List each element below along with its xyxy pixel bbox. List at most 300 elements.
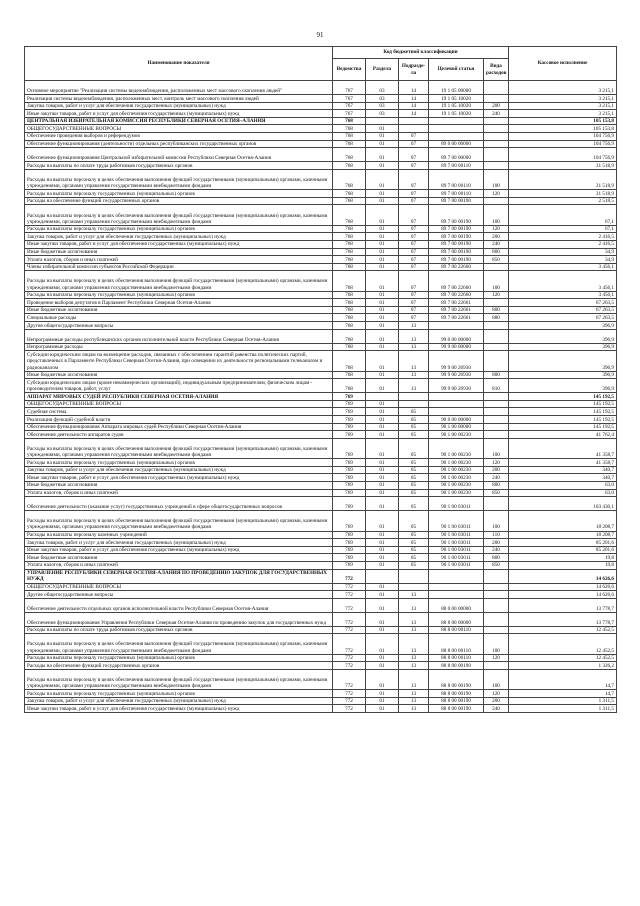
row-expense — [484, 117, 509, 125]
header-name: Наименование показателя — [25, 47, 333, 81]
row-section: 01 — [366, 554, 399, 562]
row-subsection: 05 — [399, 416, 429, 424]
row-amount: 67 263,5 — [509, 306, 617, 314]
table-row — [25, 697, 617, 705]
row-amount: 14,7 — [509, 669, 617, 689]
row-expense: 800 — [484, 554, 509, 562]
row-expense — [484, 132, 509, 140]
header-amount: Кассовое исполнение — [509, 47, 617, 81]
row-subsection: 14 — [399, 110, 429, 118]
row-dept: 769 — [333, 416, 366, 424]
row-target — [429, 393, 484, 401]
row-subsection: 05 — [399, 539, 429, 547]
row-dept: 768 — [333, 240, 366, 248]
row-target: 89 7 00 00000 — [429, 148, 484, 162]
row-subsection: 07 — [399, 263, 429, 271]
row-amount: 12 452,5 — [509, 626, 617, 634]
row-dept: 769 — [333, 459, 366, 467]
table-row — [25, 379, 617, 393]
row-target: 88 0 00 00000 — [429, 598, 484, 612]
row-subsection: 05 — [399, 554, 429, 562]
row-target: 99 9 00 26930 — [429, 351, 484, 371]
row-amount: 41 358,7 — [509, 438, 617, 458]
row-target: 90 1 00 00230 — [429, 474, 484, 482]
row-expense — [484, 393, 509, 401]
row-expense — [484, 148, 509, 162]
row-target — [429, 132, 484, 140]
table-row — [25, 110, 617, 118]
table-row — [25, 554, 617, 562]
row-dept: 769 — [333, 511, 366, 531]
row-section: 01 — [366, 489, 399, 497]
row-expense: 120 — [484, 291, 509, 299]
row-dept: 768 — [333, 291, 366, 299]
row-expense: 850 — [484, 561, 509, 569]
row-name: Расходы на обеспечение функций государственных органов — [25, 197, 333, 205]
row-subsection: 14 — [399, 102, 429, 110]
row-dept: 768 — [333, 299, 366, 307]
row-amount: 34,9 — [509, 256, 617, 264]
row-name: Расходы на выплаты по оплате труда работников государственных органов — [25, 626, 333, 634]
row-target: 90 1 00 03011 — [429, 497, 484, 511]
row-dept: 768 — [333, 169, 366, 189]
row-dept: 768 — [333, 256, 366, 264]
row-subsection: 05 — [399, 497, 429, 511]
row-name: Иные бюджетные ассигнования — [25, 371, 333, 379]
row-subsection: 07 — [399, 205, 429, 225]
row-section: 03 — [366, 81, 399, 95]
row-target: 90 0 00 00000 — [429, 416, 484, 424]
table-row — [25, 95, 617, 103]
table-row — [25, 459, 617, 467]
row-name: Уплата налогов, сборов и иных платежей — [25, 561, 333, 569]
row-name: Иные бюджетные ассигнования — [25, 481, 333, 489]
row-amount: 1 311,5 — [509, 697, 617, 705]
row-expense: 120 — [484, 690, 509, 698]
row-expense: 800 — [484, 306, 509, 314]
header-expense: Вида расходов — [484, 59, 509, 81]
row-dept: 772 — [333, 583, 366, 591]
row-dept: 769 — [333, 561, 366, 569]
table-row — [25, 371, 617, 379]
row-section: 01 — [366, 705, 399, 713]
row-dept: 767 — [333, 110, 366, 118]
header-code-group: Код бюджетной классификации — [333, 47, 509, 59]
row-section: 01 — [366, 626, 399, 634]
row-subsection: 05 — [399, 511, 429, 531]
table-row — [25, 140, 617, 148]
row-dept: 767 — [333, 95, 366, 103]
row-dept: 772 — [333, 654, 366, 662]
row-subsection — [399, 393, 429, 401]
row-section: 01 — [366, 416, 399, 424]
row-subsection: 07 — [399, 299, 429, 307]
row-name: Иные закупки товаров, работ и услуг для обеспечения государственных (муниципальных) нужд — [25, 474, 333, 482]
row-dept: 772 — [333, 690, 366, 698]
row-expense: 240 — [484, 474, 509, 482]
row-expense — [484, 343, 509, 351]
row-name: Расходы на выплаты персоналу в целях обеспечения выполнения функций государственными (муниципальными) органами, казенными учреждениями, органами управления государственными внебюджетными фондами — [25, 634, 333, 654]
row-target: 89 7 00 00110 — [429, 169, 484, 189]
table-row — [25, 669, 617, 689]
row-target: 89 7 00 00190 — [429, 240, 484, 248]
row-amount: 34,9 — [509, 248, 617, 256]
row-subsection: 05 — [399, 408, 429, 416]
table-row — [25, 233, 617, 241]
row-target: 89 7 00 22660 — [429, 271, 484, 291]
table-header — [25, 47, 617, 81]
row-amount: 18 208,7 — [509, 531, 617, 539]
row-dept: 768 — [333, 351, 366, 371]
row-target: 90 1 00 03011 — [429, 511, 484, 531]
row-expense: 200 — [484, 466, 509, 474]
table-row — [25, 299, 617, 307]
row-section: 01 — [366, 125, 399, 133]
row-expense: 240 — [484, 705, 509, 713]
row-name: Другие общегосударственные вопросы — [25, 322, 333, 330]
row-section: 01 — [366, 140, 399, 148]
row-target: 90 1 00 00230 — [429, 466, 484, 474]
row-section: 01 — [366, 423, 399, 431]
row-target: 90 1 00 00000 — [429, 423, 484, 431]
row-target: 89 7 00 00190 — [429, 197, 484, 205]
row-section: 01 — [366, 690, 399, 698]
table-row — [25, 431, 617, 439]
row-amount: 14 626,6 — [509, 583, 617, 591]
row-name: Члены избирательной комиссии субъектов Российской Федерации — [25, 263, 333, 271]
row-subsection: 14 — [399, 95, 429, 103]
row-dept: 769 — [333, 466, 366, 474]
row-dept: 768 — [333, 225, 366, 233]
table-row — [25, 306, 617, 314]
row-subsection — [399, 125, 429, 133]
row-subsection: 05 — [399, 474, 429, 482]
row-expense — [484, 583, 509, 591]
table-row — [25, 256, 617, 264]
row-dept: 772 — [333, 697, 366, 705]
row-target: 19 1 05 10020 — [429, 110, 484, 118]
row-name: Уплата налогов, сборов и иных платежей — [25, 256, 333, 264]
table-row — [25, 132, 617, 140]
row-target: 90 1 00 03011 — [429, 539, 484, 547]
row-subsection: 07 — [399, 132, 429, 140]
row-expense: 100 — [484, 169, 509, 189]
row-expense: 200 — [484, 539, 509, 547]
row-section: 01 — [366, 322, 399, 330]
table-row — [25, 291, 617, 299]
row-amount: 41 358,7 — [509, 459, 617, 467]
row-target — [429, 408, 484, 416]
row-amount: 19,8 — [509, 561, 617, 569]
row-expense — [484, 162, 509, 170]
row-dept: 772 — [333, 669, 366, 689]
row-dept: 769 — [333, 393, 366, 401]
table-row — [25, 197, 617, 205]
row-dept: 768 — [333, 306, 366, 314]
row-expense: 200 — [484, 102, 509, 110]
row-target: 89 7 00 22660 — [429, 291, 484, 299]
row-name: Иные закупки товаров, работ и услуг для обеспечения государственных (муниципальных) нужд — [25, 546, 333, 554]
table-row — [25, 271, 617, 291]
row-amount: 105 153,8 — [509, 125, 617, 133]
row-expense — [484, 140, 509, 148]
row-target: 88 8 00 00190 — [429, 705, 484, 713]
row-section — [366, 569, 399, 583]
row-section: 01 — [366, 371, 399, 379]
row-dept: 768 — [333, 132, 366, 140]
row-subsection: 05 — [399, 489, 429, 497]
row-section: 01 — [366, 233, 399, 241]
row-target: 90 1 00 00230 — [429, 431, 484, 439]
row-expense: 120 — [484, 654, 509, 662]
row-subsection: 13 — [399, 591, 429, 599]
table-row — [25, 583, 617, 591]
row-amount: 145 192,5 — [509, 416, 617, 424]
row-amount: 31 518,9 — [509, 162, 617, 170]
row-section: 01 — [366, 162, 399, 170]
row-target: 19 1 05 10020 — [429, 102, 484, 110]
row-amount: 19,8 — [509, 554, 617, 562]
row-target: 89 7 00 00190 — [429, 256, 484, 264]
row-section: 01 — [366, 132, 399, 140]
row-expense — [484, 497, 509, 511]
row-amount: 396,9 — [509, 379, 617, 393]
table-row — [25, 705, 617, 713]
row-amount: 14 626,6 — [509, 569, 617, 583]
row-amount: 63,0 — [509, 489, 617, 497]
row-name: Обеспечение функционирования Центральной избирательной комиссии Республики Северная Осетия-Алания — [25, 148, 333, 162]
row-expense: 810 — [484, 379, 509, 393]
row-dept: 768 — [333, 371, 366, 379]
row-subsection: 13 — [399, 654, 429, 662]
row-dept: 768 — [333, 263, 366, 271]
row-subsection: 13 — [399, 690, 429, 698]
row-dept: 769 — [333, 489, 366, 497]
row-name: Реализация системы видеонаблюдения, расположенных мест, контроль мест массового скопления людей — [25, 95, 333, 103]
row-section: 01 — [366, 546, 399, 554]
row-target: 19 1 05 10020 — [429, 95, 484, 103]
row-dept: 772 — [333, 591, 366, 599]
row-section: 01 — [366, 379, 399, 393]
row-target: 88 8 00 00190 — [429, 669, 484, 689]
row-subsection: 07 — [399, 256, 429, 264]
row-amount: 396,9 — [509, 343, 617, 351]
row-target: 88 8 00 00110 — [429, 626, 484, 634]
row-amount: 3 456,1 — [509, 263, 617, 271]
row-dept: 768 — [333, 125, 366, 133]
header-section: Раздела — [366, 59, 399, 81]
row-expense: 800 — [484, 248, 509, 256]
table-row — [25, 539, 617, 547]
row-subsection: 13 — [399, 329, 429, 343]
row-amount: 31 518,9 — [509, 190, 617, 198]
row-name: Иные закупки товаров, работ и услуг для обеспечения государственных (муниципальных) нужд — [25, 240, 333, 248]
row-dept: 768 — [333, 379, 366, 393]
row-name: Обеспечение функционирования (деятельности) отдельных республиканских государственных органов — [25, 140, 333, 148]
table-row — [25, 423, 617, 431]
row-name: Расходы на выплаты по оплате труда работников государственных органов — [25, 162, 333, 170]
row-amount: 63,0 — [509, 481, 617, 489]
row-subsection: 07 — [399, 233, 429, 241]
row-section: 01 — [366, 400, 399, 408]
row-name: Расходы на выплаты персоналу в целях обеспечения выполнения функций государственными (муниципальными) органами, казенными учреждениями, органами управления государственными внебюджетными фондами — [25, 205, 333, 225]
row-section: 01 — [366, 598, 399, 612]
row-subsection: 07 — [399, 291, 429, 299]
row-target — [429, 400, 484, 408]
row-name: Иные закупки товаров, работ и услуг для обеспечения государственных (муниципальных) нужд — [25, 110, 333, 118]
row-subsection: 13 — [399, 697, 429, 705]
row-name: УПРАВЛЕНИЕ РЕСПУБЛИКИ СЕВЕРНАЯ ОСЕТИЯ-АЛАНИЯ ПО ПРОВЕДЕНИЮ ЗАКУПОК ДЛЯ ГОСУДАРСТВЕННЫХ НУЖД — [25, 569, 333, 583]
row-subsection — [399, 569, 429, 583]
row-name: Уплата налогов, сборов и иных платежей — [25, 489, 333, 497]
table-row — [25, 546, 617, 554]
row-target: 99 9 00 26930 — [429, 371, 484, 379]
table-row — [25, 497, 617, 511]
row-dept: 768 — [333, 140, 366, 148]
row-dept: 768 — [333, 322, 366, 330]
row-dept: 769 — [333, 531, 366, 539]
row-amount: 67,1 — [509, 205, 617, 225]
row-subsection: 05 — [399, 438, 429, 458]
row-name: Расходы на выплаты персоналу в целях обеспечения выполнения функций государственными (муниципальными) органами, казенными учреждениями, органами управления государственными внебюджетными фондами — [25, 169, 333, 189]
table-row — [25, 190, 617, 198]
row-section: 01 — [366, 248, 399, 256]
header-target: Целевой статьи — [429, 59, 484, 81]
row-name: Закупка товаров, работ и услуг для обеспечения государственных (муниципальных) нужд — [25, 233, 333, 241]
table-row — [25, 162, 617, 170]
row-subsection: 05 — [399, 459, 429, 467]
row-subsection: 05 — [399, 466, 429, 474]
table-row — [25, 322, 617, 330]
row-expense: 240 — [484, 240, 509, 248]
row-dept: 768 — [333, 205, 366, 225]
row-section: 01 — [366, 697, 399, 705]
row-target: 88 8 00 00110 — [429, 654, 484, 662]
row-name: Проведение выборов депутатов в Парламент Республики Северная Осетия-Алания — [25, 299, 333, 307]
row-name: Судебная система — [25, 408, 333, 416]
row-target — [429, 322, 484, 330]
row-dept: 772 — [333, 626, 366, 634]
row-amount: 145 192,5 — [509, 400, 617, 408]
row-amount: 14 626,6 — [509, 591, 617, 599]
row-amount: 3 456,1 — [509, 271, 617, 291]
row-expense — [484, 197, 509, 205]
row-expense: 120 — [484, 225, 509, 233]
table-row — [25, 263, 617, 271]
row-section: 01 — [366, 169, 399, 189]
table-row — [25, 662, 617, 670]
row-section: 03 — [366, 110, 399, 118]
row-name: Закупка товаров, работ и услуг для обеспечения государственных (муниципальных) нужд — [25, 466, 333, 474]
row-amount: 3 215,1 — [509, 102, 617, 110]
row-section: 01 — [366, 654, 399, 662]
row-dept: 772 — [333, 705, 366, 713]
row-dept: 768 — [333, 248, 366, 256]
row-amount: 104 756,9 — [509, 148, 617, 162]
table-row — [25, 102, 617, 110]
row-target — [429, 591, 484, 599]
row-subsection: 05 — [399, 431, 429, 439]
row-target: 90 1 00 00230 — [429, 489, 484, 497]
row-amount: 14,7 — [509, 690, 617, 698]
table-row — [25, 329, 617, 343]
table-row — [25, 626, 617, 634]
row-name: Расходы на выплаты персоналу государственных (муниципальных) органов — [25, 291, 333, 299]
row-section: 01 — [366, 148, 399, 162]
row-section: 01 — [366, 531, 399, 539]
row-section: 01 — [366, 291, 399, 299]
row-section: 01 — [366, 299, 399, 307]
row-subsection: 05 — [399, 481, 429, 489]
row-expense — [484, 612, 509, 626]
row-expense: 110 — [484, 531, 509, 539]
row-subsection: 05 — [399, 531, 429, 539]
row-amount: 145 192,5 — [509, 423, 617, 431]
row-amount: 340,7 — [509, 466, 617, 474]
row-name: ОБЩЕГОСУДАРСТВЕННЫЕ ВОПРОСЫ — [25, 125, 333, 133]
table-row — [25, 408, 617, 416]
row-expense: 100 — [484, 511, 509, 531]
row-amount: 85 201,6 — [509, 539, 617, 547]
row-name: Обеспечение проведения выборов и референдумов — [25, 132, 333, 140]
row-expense — [484, 423, 509, 431]
row-section: 01 — [366, 314, 399, 322]
row-expense — [484, 329, 509, 343]
row-dept: 768 — [333, 117, 366, 125]
row-target: 89 7 00 22661 — [429, 299, 484, 307]
row-expense: 120 — [484, 190, 509, 198]
row-section: 01 — [366, 561, 399, 569]
row-dept: 769 — [333, 408, 366, 416]
row-subsection: 13 — [399, 705, 429, 713]
row-dept: 767 — [333, 102, 366, 110]
row-amount: 12 452,5 — [509, 654, 617, 662]
row-name: Расходы на обеспечение функций государственных органов — [25, 662, 333, 670]
row-name: Специальные расходы — [25, 314, 333, 322]
row-subsection: 13 — [399, 662, 429, 670]
row-section: 01 — [366, 497, 399, 511]
row-target: 89 7 00 00110 — [429, 190, 484, 198]
row-name: Иные бюджетные ассигнования — [25, 248, 333, 256]
row-expense: 800 — [484, 481, 509, 489]
row-expense: 100 — [484, 205, 509, 225]
table-row — [25, 634, 617, 654]
row-subsection: 13 — [399, 634, 429, 654]
row-expense — [484, 400, 509, 408]
table-body — [25, 81, 617, 713]
row-dept: 768 — [333, 233, 366, 241]
table-row — [25, 400, 617, 408]
row-subsection: 07 — [399, 190, 429, 198]
row-name: Расходы на выплаты персоналу государственных (муниципальных) органов — [25, 690, 333, 698]
row-expense: 240 — [484, 110, 509, 118]
row-amount: 2 518,5 — [509, 197, 617, 205]
table-row — [25, 489, 617, 497]
row-target: 90 1 00 03011 — [429, 546, 484, 554]
row-target: 90 1 00 00230 — [429, 459, 484, 467]
row-name: Расходы на выплаты персоналу государственных (муниципальных) органов — [25, 459, 333, 467]
table-row — [25, 393, 617, 401]
row-subsection: 14 — [399, 81, 429, 95]
row-amount: 396,9 — [509, 371, 617, 379]
row-dept: 772 — [333, 612, 366, 626]
row-amount: 103 430,1 — [509, 497, 617, 511]
row-subsection: 13 — [399, 322, 429, 330]
row-subsection: 07 — [399, 162, 429, 170]
row-name: ОБЩЕГОСУДАРСТВЕННЫЕ ВОПРОСЫ — [25, 583, 333, 591]
row-expense: 200 — [484, 697, 509, 705]
row-name: ОБЩЕГОСУДАРСТВЕННЫЕ ВОПРОСЫ — [25, 400, 333, 408]
